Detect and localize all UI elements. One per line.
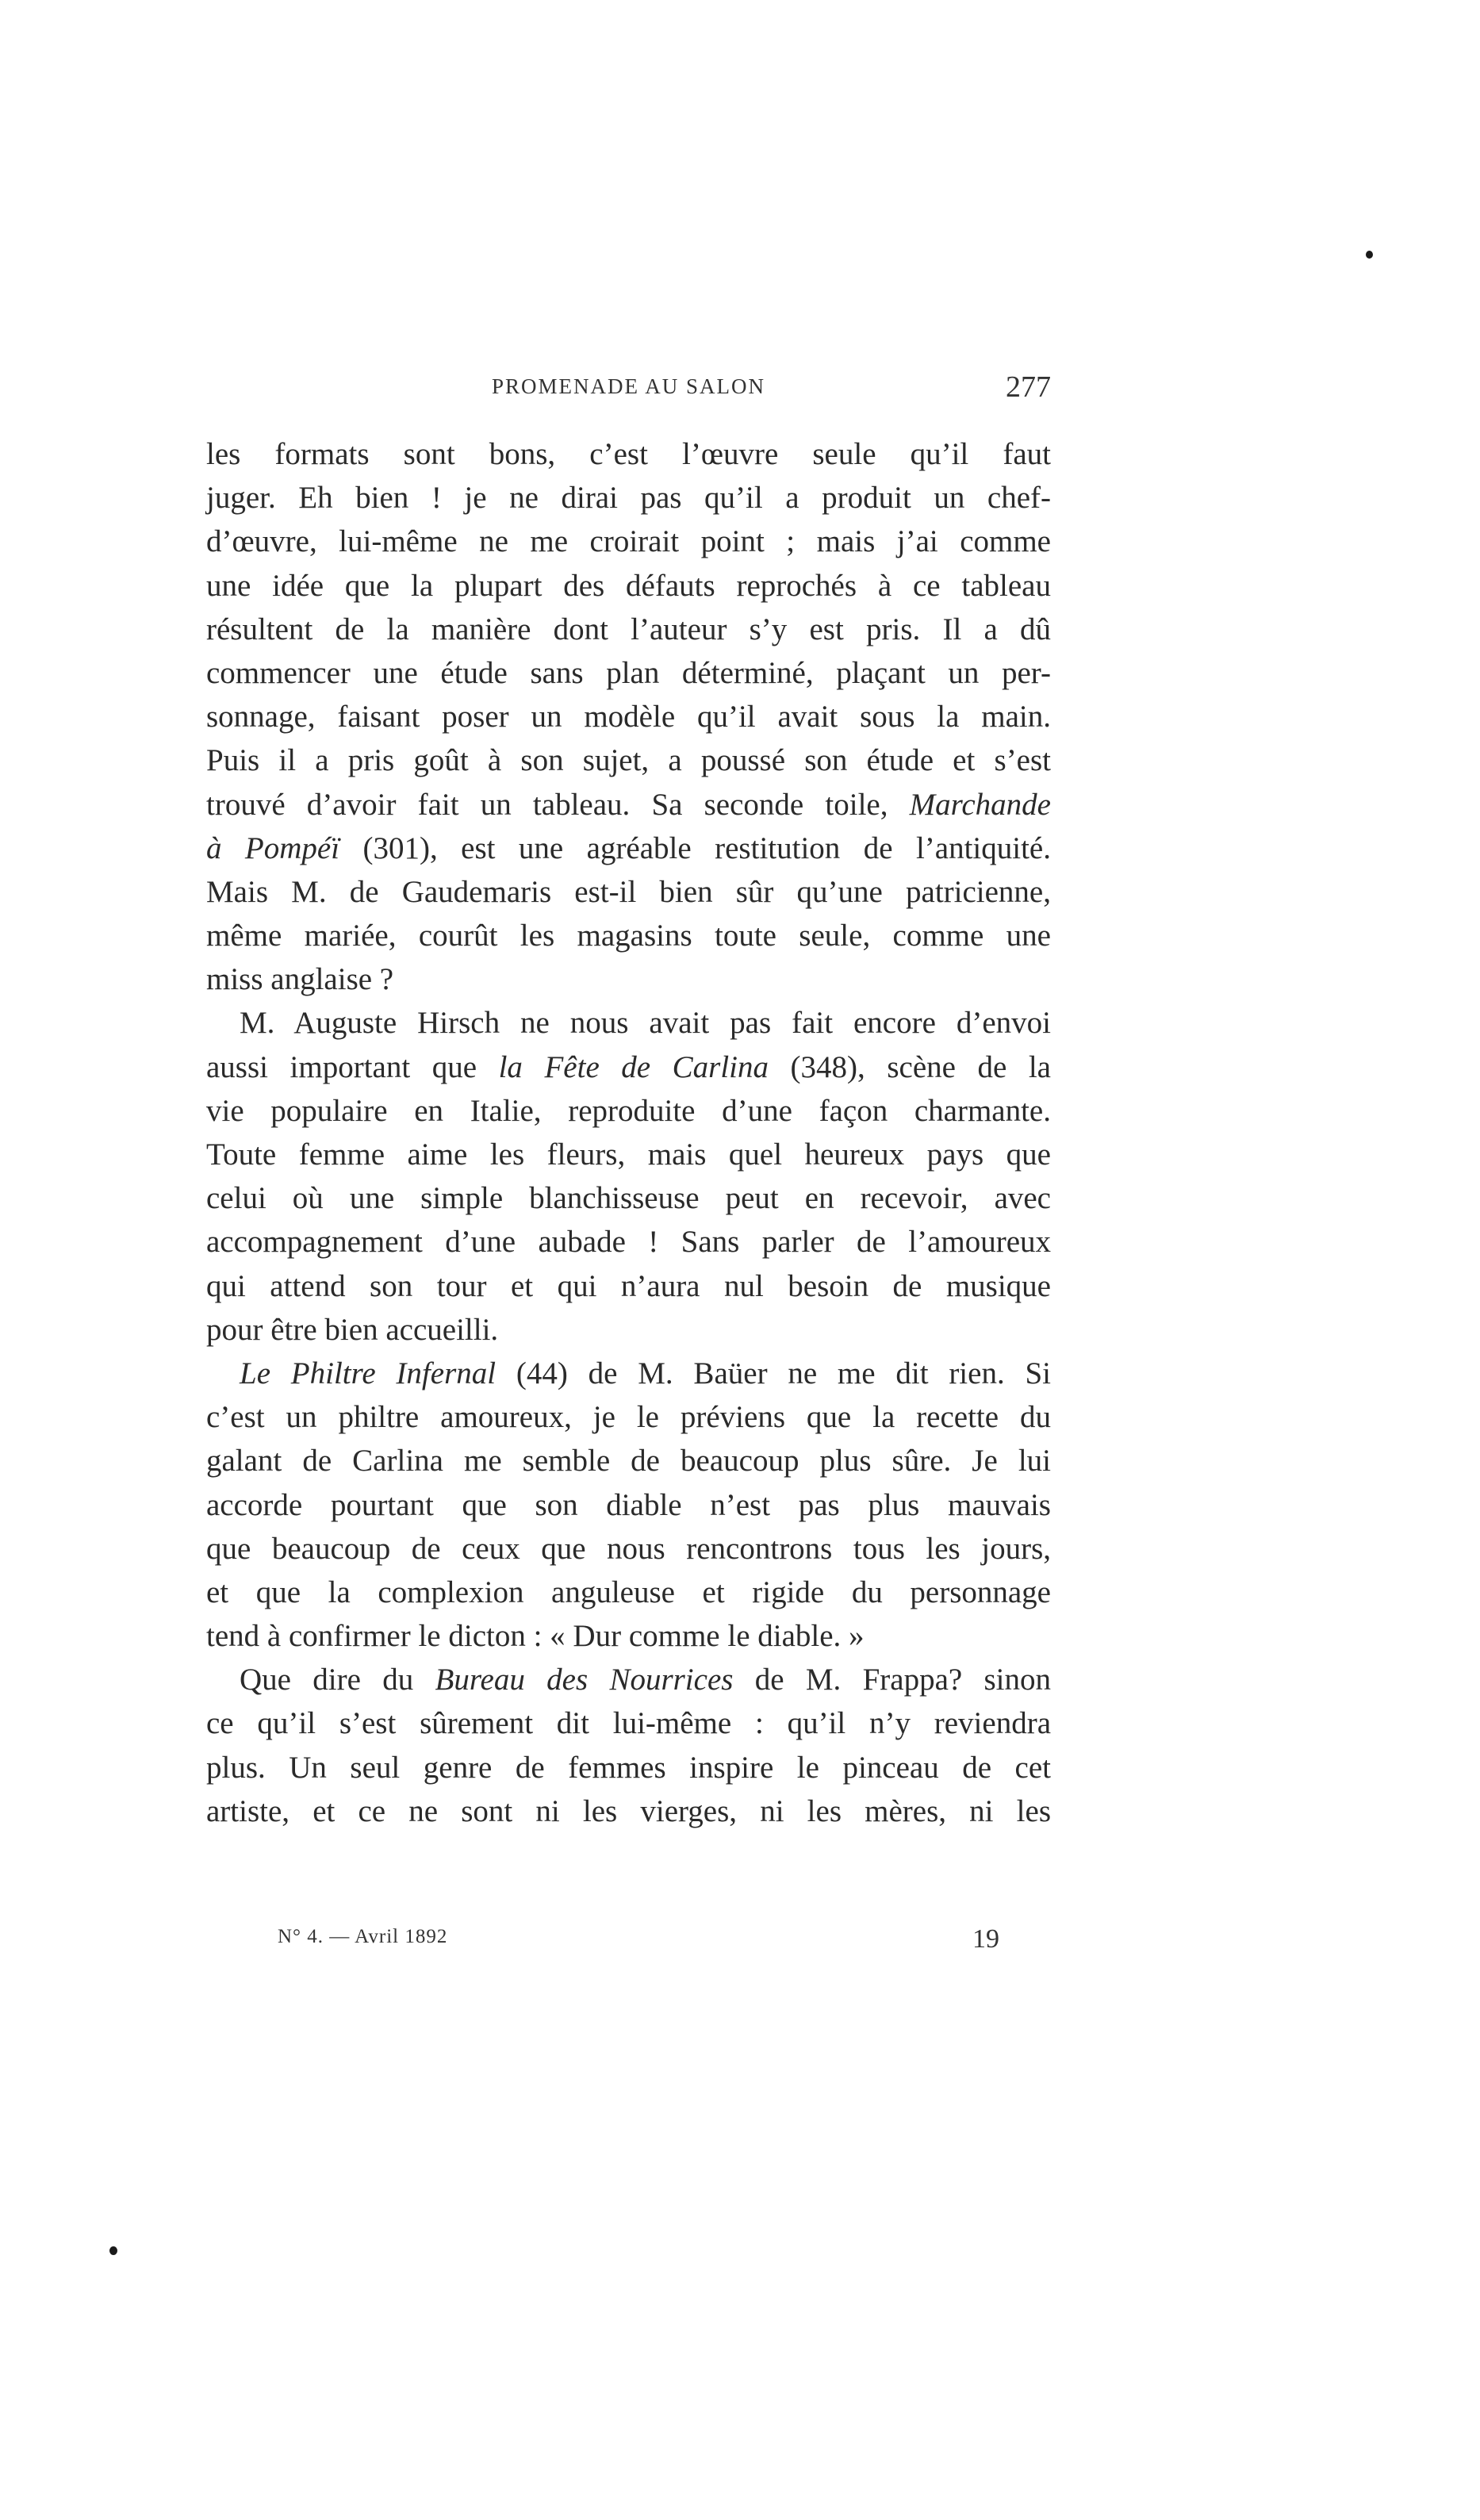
text-line — [206, 1001, 1051, 1045]
running-title: PROMENADE AU SALON — [491, 374, 766, 398]
text-line — [206, 1614, 1051, 1658]
text-line — [206, 1527, 1051, 1571]
text-line — [206, 1483, 1051, 1527]
text-segment: miss anglaise ? — [206, 962, 394, 997]
text-segment: Toute femme aime les fleurs, mais quel heureux pays que — [206, 1137, 1051, 1172]
text-segment: Que dire du — [240, 1663, 435, 1697]
text-line — [206, 1571, 1051, 1614]
text-line — [206, 1133, 1051, 1176]
text-line — [206, 695, 1051, 738]
text-segment: sonnage, faisant poser un modèle qu’il avait sous la main. — [206, 700, 1051, 735]
text-line — [206, 608, 1051, 651]
text-segment: que beaucoup de ceux que nous rencontrons tous les jours, — [206, 1531, 1051, 1566]
italic-title: à Pompéï — [206, 830, 340, 865]
text-line — [206, 1045, 1051, 1089]
text-segment: commencer une étude sans plan déterminé, plaçant un per- — [206, 655, 1051, 690]
text-line — [206, 1439, 1051, 1482]
running-head — [206, 370, 1051, 417]
text-line — [206, 827, 1051, 870]
text-line — [206, 1308, 1051, 1352]
text-line — [206, 1746, 1051, 1789]
text-segment: (301), est une agréable restitution de l’antiquité. — [339, 830, 1051, 865]
text-segment: aussi important que — [206, 1049, 499, 1084]
text-line — [206, 1352, 1051, 1395]
text-line — [206, 651, 1051, 695]
text-line — [206, 870, 1051, 914]
text-line — [206, 432, 1051, 476]
text-segment: tend à confirmer le dicton : « Dur comme le diable. » — [206, 1619, 865, 1654]
text-line — [206, 738, 1051, 782]
text-line — [206, 1220, 1051, 1264]
page-footer — [206, 1918, 1051, 1966]
text-segment: M. Auguste Hirsch ne nous avait pas fait encore d’envoi — [240, 1006, 1051, 1041]
text-segment: artiste, et ce ne sont ni les vierges, ni les mères, ni les — [206, 1793, 1051, 1828]
text-segment: Puis il a pris goût à son sujet, a poussé son étude et s’est — [206, 743, 1051, 778]
text-segment: pour être bien accueilli. — [206, 1312, 499, 1347]
body-text — [206, 432, 1051, 1833]
text-segment: d’œuvre, lui-même ne me croirait point ; mais j’ai comme — [206, 524, 1051, 559]
text-line — [206, 957, 1051, 1001]
text-line — [206, 1264, 1051, 1308]
text-line — [206, 783, 1051, 827]
text-segment: une idée que la plupart des défauts reprochés à ce tableau — [206, 568, 1051, 603]
text-segment: de M. Frappa? sinon — [733, 1663, 1051, 1697]
text-segment: même mariée, courût les magasins toute seule, comme une — [206, 919, 1051, 953]
italic-title: la Fête de Carlina — [498, 1049, 769, 1084]
text-segment: c’est un philtre amoureux, je le préviens que la recette du — [206, 1400, 1051, 1435]
italic-title: Marchande — [909, 787, 1051, 822]
italic-title: Bureau des Nourrices — [435, 1663, 734, 1697]
text-line — [206, 476, 1051, 520]
text-segment: les formats sont bons, c’est l’œuvre seule qu’il faut — [206, 437, 1051, 471]
ink-speck — [1366, 251, 1373, 259]
page-number: 277 — [1006, 370, 1051, 404]
text-segment: et que la complexion anguleuse et rigide du personnage — [206, 1575, 1051, 1609]
text-segment: plus. Un seul genre de femmes inspire le pinceau de cet — [206, 1750, 1051, 1785]
text-segment: qui attend son tour et qui n’aura nul besoin de musique — [206, 1268, 1051, 1303]
text-segment: celui où une simple blanchisseuse peut en recevoir, avec — [206, 1181, 1051, 1216]
text-line — [206, 914, 1051, 957]
text-segment: trouvé d’avoir fait un tableau. Sa seconde toile, — [206, 787, 910, 822]
text-segment: accompagnement d’une aubade ! Sans parler de l’amoureux — [206, 1225, 1051, 1260]
text-line — [206, 1395, 1051, 1439]
text-segment: Mais M. de Gaudemaris est-il bien sûr qu’une patricienne, — [206, 874, 1051, 909]
text-line — [206, 1089, 1051, 1133]
text-segment: résultent de la manière dont l’auteur s’y est pris. Il a dû — [206, 612, 1051, 646]
text-segment: accorde pourtant que son diable n’est pas plus mauvais — [206, 1487, 1051, 1522]
issue-note: N° 4. — Avril 1892 — [278, 1926, 448, 1947]
text-line — [206, 564, 1051, 608]
text-segment: (44) de M. Baüer ne me dit rien. Si — [496, 1356, 1052, 1390]
text-line — [206, 1658, 1051, 1701]
text-segment: (348), scène de la — [769, 1049, 1051, 1084]
text-line — [206, 1701, 1051, 1745]
text-line — [206, 520, 1051, 563]
text-segment: vie populaire en Italie, reproduite d’une façon charmante. — [206, 1093, 1051, 1128]
text-line — [206, 1176, 1051, 1220]
ink-speck — [109, 2246, 117, 2255]
text-segment: galant de Carlina me semble de beaucoup plus sûre. Je lui — [206, 1444, 1051, 1479]
italic-title: Le Philtre Infernal — [240, 1356, 497, 1390]
text-segment: juger. Eh bien ! je ne dirai pas qu’il a produit un chef- — [206, 481, 1051, 516]
text-segment: ce qu’il s’est sûrement dit lui-même : qu’il n’y reviendra — [206, 1706, 1051, 1741]
signature-mark: 19 — [972, 1924, 999, 1954]
text-line — [206, 1789, 1051, 1833]
